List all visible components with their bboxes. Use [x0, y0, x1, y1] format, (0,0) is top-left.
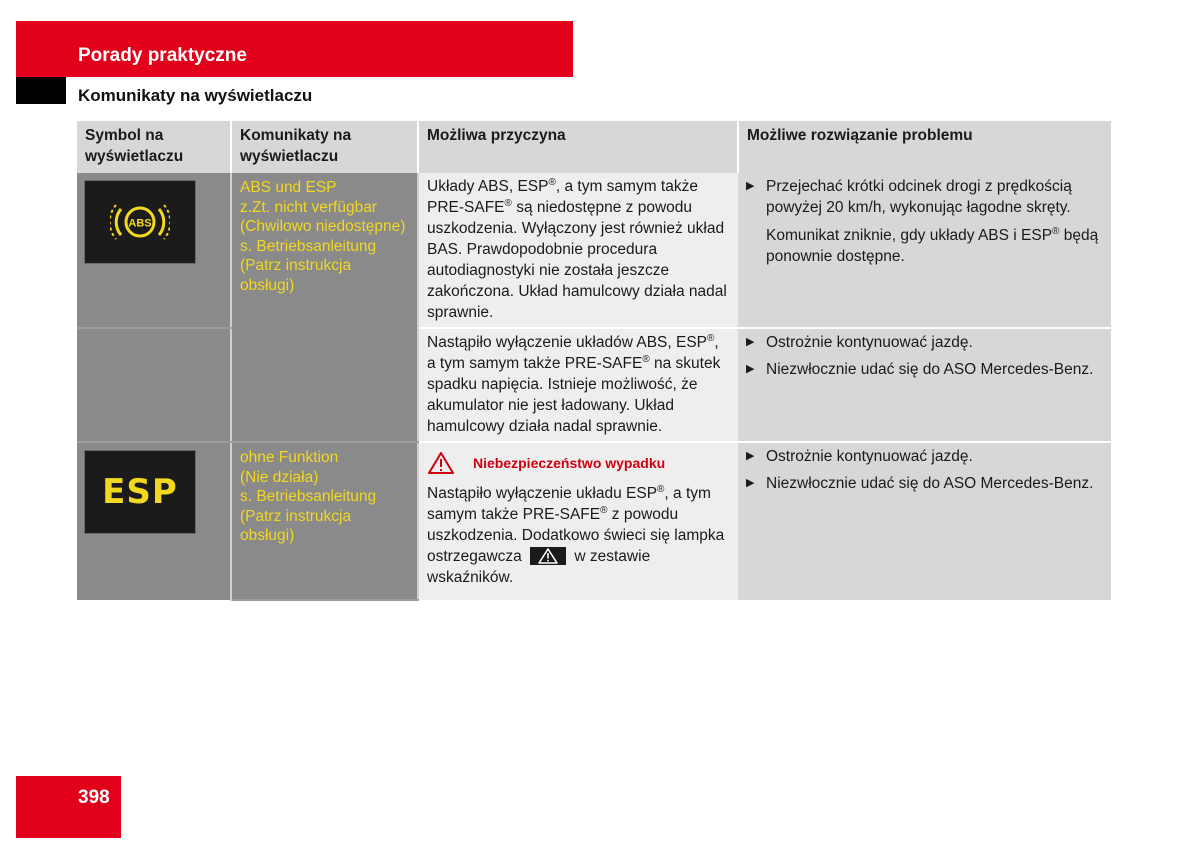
message-line: (Patrz instrukcja obsługi) [240, 507, 352, 544]
danger-heading: Niebezpieczeństwo wypadku [427, 451, 730, 475]
table-row [77, 442, 1111, 600]
symbol-cell [77, 173, 231, 328]
list-item: ▶ Niezwłocznie udać się do ASO Mercedes-Benz. [746, 361, 1094, 378]
header-message: Komunikaty na wyświetlaczu [231, 121, 418, 173]
abs-warning-lamp-icon [84, 180, 196, 264]
triangle-bullet-icon: ▶ [746, 477, 755, 489]
message-line: s. Betriebsanleitung [240, 237, 377, 255]
list-item: ▶ Przejechać krótki odcinek drogi z prędkością powyżej 20 km/h, wykonując łagodne skręty. [746, 178, 1072, 216]
table-row [77, 173, 1111, 328]
section-title: Porady praktyczne [78, 45, 247, 66]
solution-cell [738, 328, 1111, 442]
table-header-row [77, 121, 1111, 173]
page-subtitle: Komunikaty na wyświetlaczu [78, 86, 313, 105]
cause-cell: Nastąpiło wyłączenie układów ABS, ESP®, a tym samym także PRE-SAFE® na skutek spadku napięcia. Istnieje możliwość, że akumulator nie jest ładowany. Układ hamulcowy działa nadal sprawnie. [418, 328, 738, 442]
list-item: ▶ Niezwłocznie udać się do ASO Mercedes-Benz. [746, 475, 1094, 492]
list-item: ▶ Ostrożnie kontynuować jazdę. [746, 334, 973, 351]
triangle-bullet-icon: ▶ [746, 450, 755, 462]
abs-lamp-label: ABS [128, 217, 152, 230]
message-line: ohne Funktion [240, 449, 339, 466]
symbol-cell [77, 442, 231, 600]
subtitle-marker [16, 77, 66, 104]
triangle-bullet-icon: ▶ [746, 180, 755, 192]
warning-lamp-icon [530, 547, 566, 565]
solution-cell [738, 442, 1111, 600]
header-solution: Możliwe rozwiązanie problemu [738, 121, 1111, 173]
message-line: (Nie działa) [240, 468, 319, 486]
message-cell [231, 442, 418, 600]
message-line: s. Betriebsanleitung [240, 488, 377, 505]
message-line: (Patrz instrukcja obsługi) [240, 257, 352, 294]
solution-note: Komunikat zniknie, gdy układy ABS i ESP® będą ponownie dostępne. [766, 225, 1099, 265]
triangle-bullet-icon: ▶ [746, 363, 755, 375]
header-symbol: Symbol na wyświetlaczu [77, 121, 231, 173]
solution-cell [738, 173, 1111, 328]
esp-warning-lamp-icon: ESP [84, 450, 196, 534]
page-number: 398 [78, 787, 110, 808]
list-item: ▶ Ostrożnie kontynuować jazdę. [746, 448, 973, 465]
message-line: ABS und ESP [240, 179, 337, 196]
symbol-cell-empty [77, 328, 231, 442]
message-cell [231, 173, 418, 442]
cause-cell: Niebezpieczeństwo wypadku Nastąpiło wyłączenie układu ESP®, a tym samym także PRE-SAFE® z powodu uszkodzenia. Dodatkowo świeci się lampka ostrzegawcza w zestawie wskaźników. [418, 442, 738, 600]
header-cause: Możliwa przyczyna [418, 121, 738, 173]
message-line: (Chwilowo niedostępne) [240, 218, 406, 235]
display-messages-table [77, 121, 1111, 601]
triangle-bullet-icon: ▶ [746, 336, 755, 348]
message-line: z.Zt. nicht verfügbar [240, 198, 377, 216]
cause-cell: Układy ABS, ESP®, a tym samym także PRE-SAFE® są niedostępne z powodu uszkodzenia. Wyłączony jest również układ BAS. Prawdopodobnie procedura autodiagnostyki nie została jeszcze zakończona. Układ hamulcowy działa nadal sprawnie. [418, 173, 738, 328]
warning-triangle-icon [427, 451, 455, 475]
